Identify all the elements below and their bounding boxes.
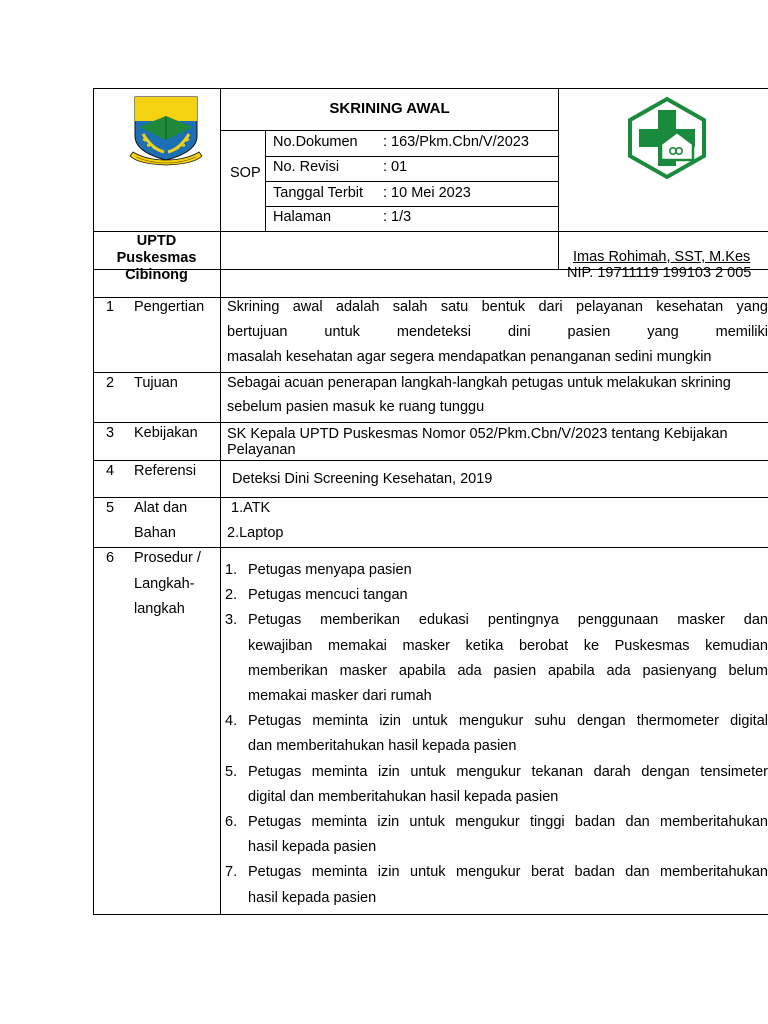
procedure-step (221, 558, 768, 583)
procedure-step (221, 608, 768, 709)
step-number: 6. (225, 814, 238, 831)
step-number: 3. (225, 612, 238, 629)
document-title: SKRINING AWAL (329, 100, 450, 117)
section-label: Langkah- (134, 576, 195, 592)
step-text-line: hasil kepada pasien (248, 839, 377, 856)
step-text-line: kewajiban memakai masker ketika berobat ke Puskesmas kemudian (248, 637, 768, 654)
org-name-line-2: Puskesmas (116, 250, 197, 266)
meta-key: Tanggal Terbit (273, 185, 364, 201)
step-text-line: Petugas meminta izin untuk mengukur tinggi badan dan memberitahukan (248, 814, 768, 831)
section-number: 3 (106, 425, 115, 441)
procedure-step (221, 860, 768, 910)
meta-row-line (265, 181, 559, 182)
signatory-nip: NIP. 19711119 199103 2 005 (567, 265, 752, 281)
section-text-line: Deteksi Dini Screening Kesehatan, 2019 (232, 471, 493, 487)
title-divider (220, 130, 559, 131)
step-text-line: memakai masker dari rumah (248, 688, 432, 705)
meta-row-line (265, 206, 559, 207)
step-text-line: dan memberitahukan hasil kepada pasien (248, 738, 517, 755)
step-text-line: memberikan masker apabila ada pasien apabila ada pasienyang belum (248, 662, 768, 679)
section-text-line: 1.ATK (231, 500, 271, 516)
section-text-line: bertujuan untuk mendeteksi dini pasien yang memiliki (227, 324, 768, 340)
meta-row-revision (273, 159, 558, 177)
step-text-line: Petugas memberikan edukasi pentingnya penggunaan masker dan (248, 612, 768, 629)
step-text-line: Petugas meminta izin untuk mengukur tekanan darah dengan tensimeter (248, 763, 768, 780)
step-number: 4. (225, 713, 238, 730)
procedure-step (221, 583, 768, 608)
meta-value: : 1/3 (383, 209, 412, 225)
meta-key: No.Dokumen (273, 134, 358, 150)
section-text-line: Sebagai acuan penerapan langkah-langkah petugas untuk melakukan skrining (227, 375, 731, 391)
org-name-line-1: UPTD (136, 233, 177, 249)
table-border-top (93, 88, 768, 89)
step-number: 7. (225, 864, 238, 881)
table-border-left (93, 88, 94, 915)
procedure-step (221, 709, 768, 759)
step-text: Petugas menyapa pasien (248, 562, 412, 578)
section-text-line: Skrining awal adalah salah satu bentuk dari pelayanan kesehatan yang (227, 299, 768, 315)
section-divider (93, 422, 768, 423)
meta-value: : 163/Pkm.Cbn/V/2023 (383, 134, 529, 150)
table-border-bottom (220, 914, 768, 915)
meta-key: No. Revisi (273, 159, 340, 175)
meta-row-issue-date (273, 185, 558, 203)
section-label: langkah (134, 601, 185, 617)
step-text-line: Petugas meminta izin untuk mengukur berat badan dan memberitahukan (248, 864, 768, 881)
section-label: Kebijakan (134, 425, 198, 441)
meta-row-document-number (273, 134, 558, 152)
section-label: Alat dan (134, 500, 188, 516)
section-label: Tujuan (134, 375, 178, 391)
procedure-list (221, 558, 768, 911)
section-divider (93, 547, 768, 548)
sop-label: SOP (230, 165, 261, 181)
section-number: 2 (106, 375, 115, 391)
section-divider (93, 460, 768, 461)
section-text-line: Pelayanan (227, 442, 296, 458)
section-text-line: SK Kepala UPTD Puskesmas Nomor 052/Pkm.Cbn/V/2023 tentang Kebijakan (227, 426, 728, 442)
step-text: Petugas mencuci tangan (248, 587, 408, 604)
section-divider (93, 372, 768, 373)
meta-key: Halaman (273, 209, 332, 225)
table-border-bottom-left (93, 914, 221, 915)
section-divider (93, 497, 768, 498)
signatory-name: Imas Rohimah, SST, M.Kes (573, 249, 751, 265)
step-text-line: digital dan memberitahukan hasil kepada pasien (248, 788, 559, 805)
section-number: 1 (106, 299, 115, 315)
section-label: Pengertian (134, 299, 205, 315)
section-label: Bahan (134, 525, 176, 541)
step-number: 1. (225, 562, 238, 578)
procedure-step (221, 810, 768, 860)
step-number: 2. (225, 587, 238, 604)
step-number: 5. (225, 763, 238, 780)
section-number: 4 (106, 463, 115, 479)
step-text-line: Petugas meminta izin untuk mengukur suhu dengan thermometer digital (248, 713, 768, 730)
meta-row-line (265, 156, 559, 157)
meta-value: : 01 (383, 159, 408, 175)
section-number: 5 (106, 500, 115, 516)
regency-emblem-logo (126, 94, 206, 172)
section-text-line: masalah kesehatan agar segera mendapatkan penanganan sedini mungkin (227, 349, 712, 365)
section-text-line: 2.Laptop (227, 525, 284, 541)
section-text-line: sebelum pasien masuk ke ruang tunggu (227, 399, 485, 415)
section-number: 6 (106, 550, 115, 566)
org-name-line-3: Cibinong (125, 267, 188, 283)
procedure-step (221, 760, 768, 810)
meta-value: : 10 Mei 2023 (383, 185, 471, 201)
step-text-line: hasil kepada pasien (248, 889, 377, 906)
section-label: Prosedur / (134, 550, 201, 566)
section-label: Referensi (134, 463, 197, 479)
puskesmas-logo (625, 96, 709, 180)
meta-row-page (273, 209, 558, 227)
